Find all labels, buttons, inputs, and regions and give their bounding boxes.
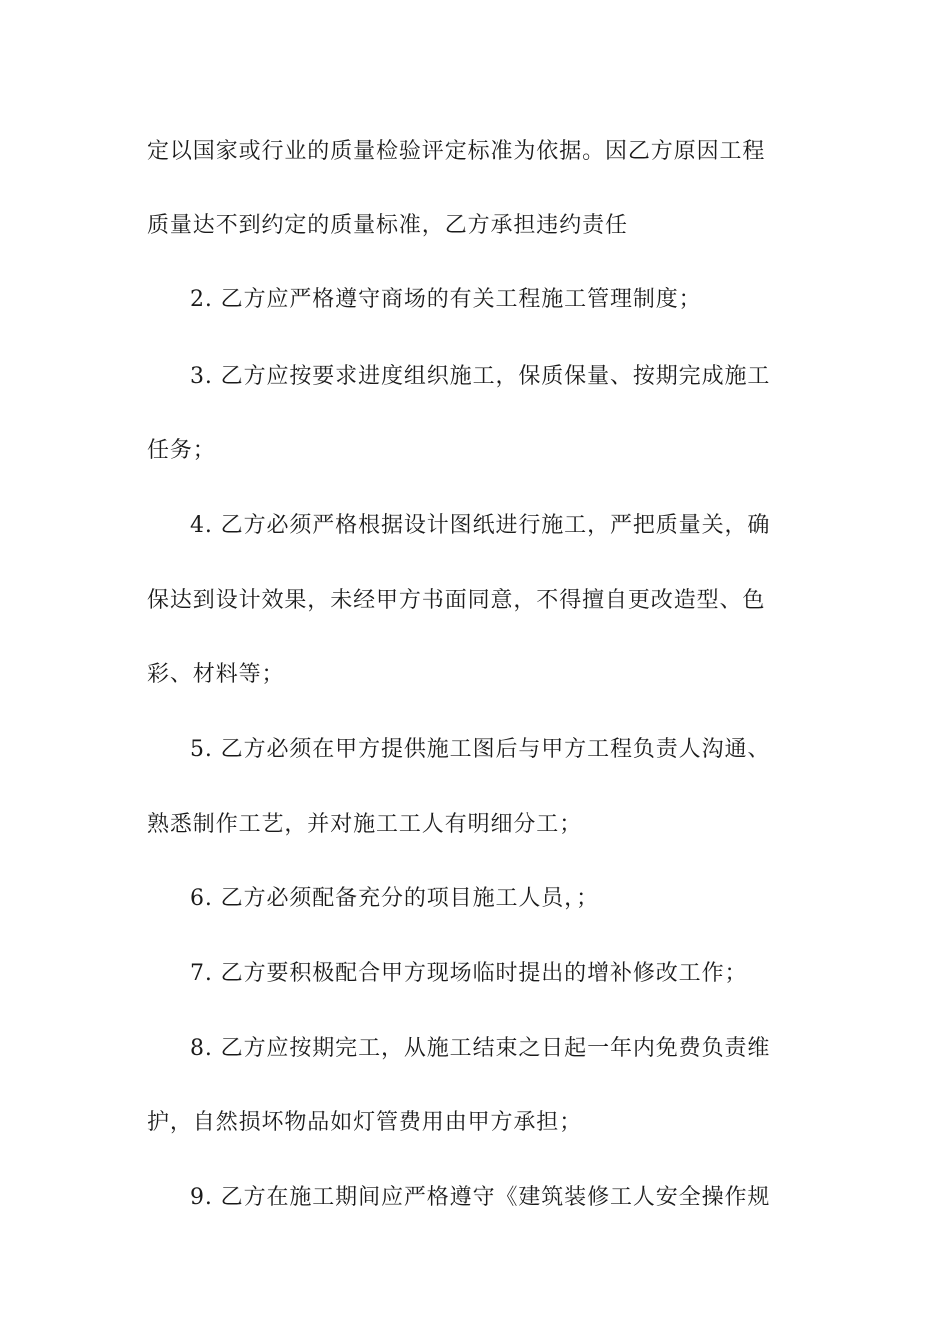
list-item-2: 2. 乙方应严格遵守商场的有关工程施工管理制度； <box>190 287 702 312</box>
list-item-5: 5. 乙方必须在甲方提供施工图后与甲方工程负责人沟通、 <box>190 737 771 762</box>
text-line: 熟悉制作工艺，并对施工工人有明细分工； <box>147 812 583 837</box>
list-item-8: 8. 乙方应按期完工，从施工结束之日起一年内免费负责维 <box>190 1036 771 1061</box>
list-item-9: 9. 乙方在施工期间应严格遵守《建筑装修工人安全操作规 <box>190 1185 771 1210</box>
text-line: 护，自然损坏物品如灯管费用由甲方承担； <box>147 1110 583 1135</box>
list-item-4: 4. 乙方必须严格根据设计图纸进行施工，严把质量关，确 <box>190 513 771 538</box>
text-line: 定以国家或行业的质量检验评定标准为依据。因乙方原因工程 <box>147 139 766 164</box>
text-line: 保达到设计效果，未经甲方书面同意，不得擅自更改造型、色 <box>147 588 766 613</box>
text-line: 任务； <box>147 438 216 463</box>
text-line: 质量达不到约定的质量标准，乙方承担违约责任 <box>147 213 628 238</box>
list-item-7: 7. 乙方要积极配合甲方现场临时提出的增补修改工作； <box>190 961 748 986</box>
list-item-3: 3. 乙方应按要求进度组织施工，保质保量、按期完成施工 <box>190 364 771 389</box>
list-item-6: 6. 乙方必须配备充分的项目施工人员，； <box>190 886 599 911</box>
text-line: 彩、材料等； <box>147 662 285 687</box>
